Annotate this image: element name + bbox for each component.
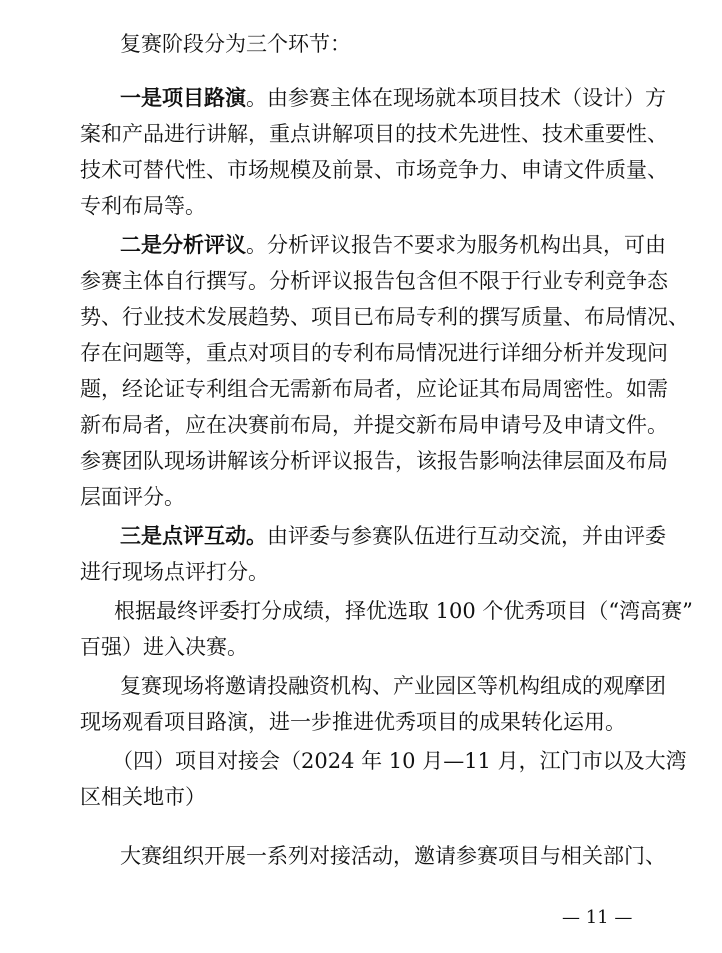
- paragraph-1-line-4: 专利布局等。: [80, 194, 206, 218]
- paragraph-2-line-7: 参赛团队现场讲解该分析评议报告，该报告影响法律层面及布局: [80, 449, 668, 473]
- intro-text: 复赛阶段分为三个环节：: [120, 32, 351, 56]
- paragraph-1-heading: 一是项目路演: [120, 86, 246, 110]
- paragraph-2-line-4: 存在问题等，重点对项目的专利布局情况进行详细分析并发现问: [80, 341, 668, 365]
- paragraph-2-line-8: 层面评分。: [80, 485, 185, 509]
- paragraph-5-line-1: 复赛现场将邀请投融资机构、产业园区等机构组成的观摩团: [120, 674, 666, 698]
- paragraph-2-heading: 二是分析评议: [120, 233, 246, 257]
- paragraph-1-line-1: [120, 83, 666, 113]
- paragraph-2-line-6: 新布局者，应在决赛前布局，并提交新布局申请号及申请文件。: [80, 413, 668, 437]
- section-4-heading-line-2: 区相关地市）: [80, 785, 206, 809]
- paragraph-1-text: 。由参赛主体在现场就本项目技术（设计）方: [246, 86, 666, 110]
- paragraph-2-line-5: 题，经论证专利组合无需新布局者，应论证其布局周密性。如需: [80, 377, 668, 401]
- paragraph-3-text: 由评委与参赛队伍进行互动交流，并由评委: [267, 524, 666, 548]
- paragraph-4-line-2: 百强）进入决赛。: [80, 635, 248, 659]
- paragraph-1-line-3: 技术可替代性、市场规模及前景、市场竞争力、申请文件质量、: [80, 158, 668, 182]
- page-number: — 11 —: [562, 907, 633, 928]
- paragraph-5-line-2: 现场观看项目路演，进一步推进优秀项目的成果转化运用。: [80, 710, 626, 734]
- paragraph-4-line-1: 根据最终评委打分成绩，择优选取 100 个优秀项目（“湾高赛”: [114, 599, 693, 623]
- paragraph-2-text: 。分析评议报告不要求为服务机构出具，可由: [246, 233, 666, 257]
- paragraph-3-heading: 三是点评互动。: [120, 524, 267, 548]
- paragraph-2-line-3: 势、行业技术发展趋势、项目已布局专利的撰写质量、布局情况、: [80, 305, 689, 329]
- paragraph-6-line-1: 大赛组织开展一系列对接活动，邀请参赛项目与相关部门、: [120, 844, 666, 868]
- section-4-heading-line-1: （四）项目对接会（2024 年 10 月—11 月，江门市以及大湾: [112, 749, 687, 773]
- paragraph-3-line-2: 进行现场点评打分。: [80, 560, 269, 584]
- paragraph-3-line-1: [120, 521, 666, 551]
- paragraph-2-line-1: [120, 230, 666, 260]
- paragraph-1-line-2: 案和产品进行讲解，重点讲解项目的技术先进性、技术重要性、: [80, 122, 668, 146]
- paragraph-2-line-2: 参赛主体自行撰写。分析评议报告包含但不限于行业专利竞争态: [80, 269, 668, 293]
